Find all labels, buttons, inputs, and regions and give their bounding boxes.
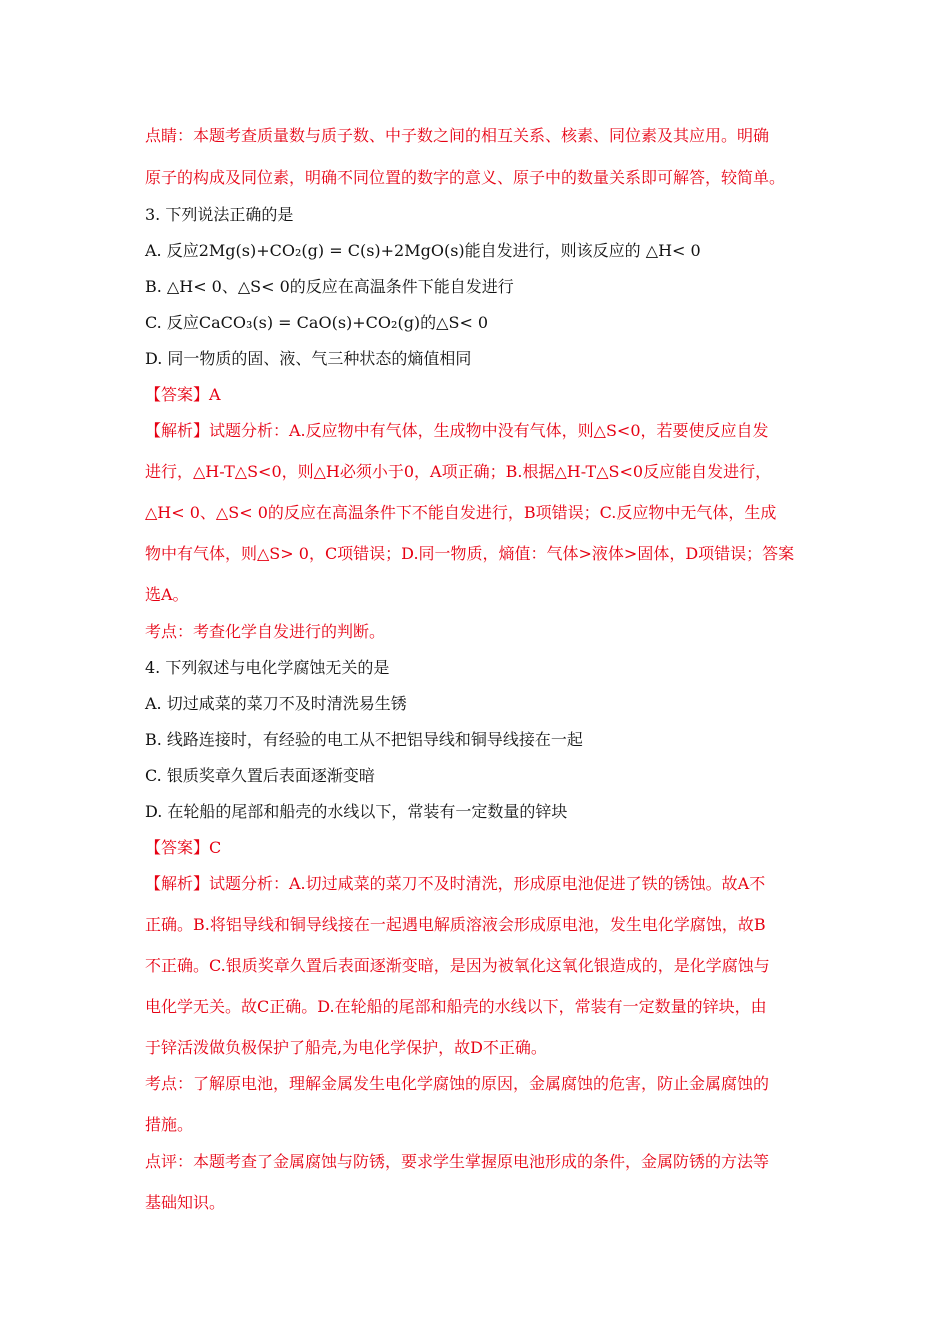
q4-analysis-line-1: 【解析】试题分析：A.切过咸菜的菜刀不及时清洗，形成原电池促进了铁的锈蚀。故A不 (145, 874, 766, 893)
q3-option-c: C. 反应CaCO₃(s) = CaO(s)+CO₂(g)的△S< 0 (145, 313, 489, 332)
q4-option-b: B. 线路连接时，有经验的电工从不把铝导线和铜导线接在一起 (145, 730, 583, 749)
q4-analysis-line-2: 正确。B.将铝导线和铜导线接在一起遇电解质溶液会形成原电池，发生电化学腐蚀，故B (145, 915, 766, 934)
q4-analysis-line-4: 电化学无关。故C正确。D.在轮船的尾部和船壳的水线以下，常装有一定数量的锌块，由 (145, 997, 767, 1016)
q3-option-a: A. 反应2Mg(s)+CO₂(g) = C(s)+2MgO(s)能自发进行，则该反应的 △H< 0 (145, 241, 701, 260)
q4-kaodian-line-1: 考点：了解原电池，理解金属发生电化学腐蚀的原因，金属腐蚀的危害，防止金属腐蚀的 (145, 1074, 770, 1093)
q4-option-d: D. 在轮船的尾部和船壳的水线以下，常装有一定数量的锌块 (145, 802, 568, 821)
q3-answer: 【答案】A (145, 385, 221, 404)
q3-kaodian: 考点：考查化学自发进行的判断。 (145, 622, 386, 641)
q3-analysis-line-4: 物中有气体，则△S> 0，C项错误；D.同一物质，熵值：气体>液体>固体，D项错误；答案 (145, 544, 795, 563)
q3-option-b: B. △H< 0、△S< 0的反应在高温条件下能自发进行 (145, 277, 514, 296)
q2-note-line-2: 原子的构成及同位素，明确不同位置的数字的意义、原子中的数量关系即可解答，较简单。 (145, 168, 786, 187)
q4-answer: 【答案】C (145, 838, 222, 857)
q4-stem: 4. 下列叙述与电化学腐蚀无关的是 (145, 658, 390, 677)
q3-analysis-line-5: 选A。 (145, 585, 189, 604)
q3-stem: 3. 下列说法正确的是 (145, 205, 294, 224)
q3-analysis-line-2: 进行，△H-T△S<0，则△H必须小于0，A项正确；B.根据△H-T△S<0反应能自发进行， (145, 462, 772, 481)
q2-note-line-1: 点睛：本题考查质量数与质子数、中子数之间的相互关系、核素、同位素及其应用。明确 (145, 126, 770, 145)
q4-analysis-line-5: 于锌活泼做负极保护了船壳,为电化学保护，故D不正确。 (145, 1038, 547, 1057)
q3-analysis-line-3: △H< 0、△S< 0的反应在高温条件下不能自发进行，B项错误；C.反应物中无气体，生成 (145, 503, 777, 522)
q3-option-d: D. 同一物质的固、液、气三种状态的熵值相同 (145, 349, 472, 368)
q4-dianping-line-2: 基础知识。 (145, 1193, 226, 1212)
q3-analysis-line-1: 【解析】试题分析：A.反应物中有气体，生成物中没有气体，则△S<0，若要使反应自发 (145, 421, 769, 440)
q4-analysis-line-3: 不正确。C.银质奖章久置后表面逐渐变暗，是因为被氧化这氧化银造成的，是化学腐蚀与 (145, 956, 770, 975)
q4-option-c: C. 银质奖章久置后表面逐渐变暗 (145, 766, 375, 785)
q4-option-a: A. 切过咸菜的菜刀不及时清洗易生锈 (145, 694, 407, 713)
q4-dianping-line-1: 点评：本题考查了金属腐蚀与防锈，要求学生掌握原电池形成的条件，金属防锈的方法等 (145, 1152, 770, 1171)
q4-kaodian-line-2: 措施。 (145, 1115, 194, 1134)
